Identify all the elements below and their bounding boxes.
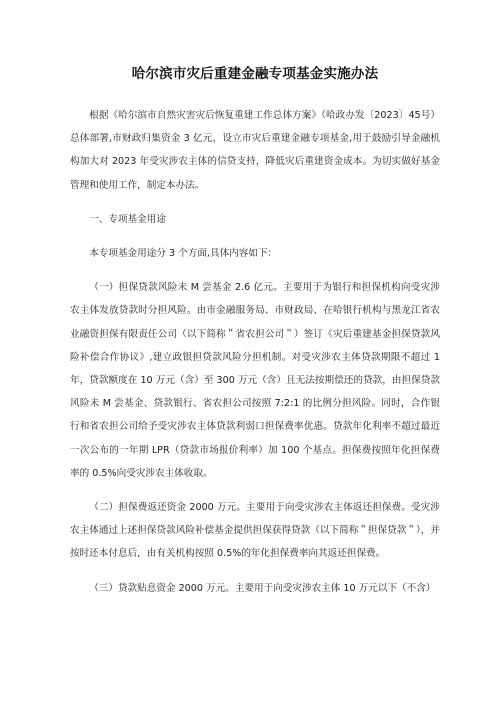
- document-title: 哈尔滨市灾后重建金融专项基金实施办法: [131, 66, 379, 82]
- item-one-paragraph: （一）担保贷款风险未 M 尝基金 2.6 亿元。主要用于为银行和担保机构向受灾涉农主体发放贷款时分担风险。由市金融服务局、市财政局、在哈银行机构与黑龙江省农业融资担保有限责任公司（以下简称＂省农担公司＂）签订《灾后重建基金担保贷款风险补偿合作协议》,建立政银担贷款风险分担机制。对受灾涉农主体贷款期限不超过 1 年，贷款额度在 10 万元（含）至 300 万元（含）且无法按期偿还的贷款，由担保贷款风险未 M 尝基金、贷款银行、省农担公司按照 7:2:1 的比例分担风险。同时，合作银行和省农担公司给予受灾涉农主体贷款利弱口担保费率优惠。贷款年化利率不超过最近一次公布的一年期 LPR（贷款市场报价利率）加 100 个基点。担保费按照年化担保费率的 0.5%向受灾涉农主体收取。: [70, 282, 440, 479]
- intro-paragraph: 根据《哈尔滨市自然灾害灾后恢复重建工作总体方案》（哈政办发〔2023〕45号）总体部署,市财政归集资金 3 亿元，设立市灾后重建金融专项基金,用于鼓励引导金融机构加大对 2023 年受灾涉农主体的信贷支持，降低灾后重建资金成本。为切实做好基金管理和使用工作，制定本办法。: [70, 110, 440, 191]
- section-heading: 一、专项基金用途: [89, 213, 166, 225]
- item-two-paragraph: （二）担保费返还资金 2000 万元。主要用于向受灾涉农主体返还担保费。受灾涉农主体通过上述担保贷款风险补偿基金提供担保获得贷款（以下简称＂担保贷款＂），并按时还本付息后，由有关机构按照 0.5%的年化担保费率向其返还担保费。: [70, 502, 440, 560]
- usage-summary-paragraph: 本专项基金用途分 3 个方面,具体内容如下：: [89, 248, 278, 260]
- item-three-paragraph: （三）贷款贴息资金 2000 万元。主要用于向受灾涉农主体 10 万元以下（不含）: [89, 582, 436, 594]
